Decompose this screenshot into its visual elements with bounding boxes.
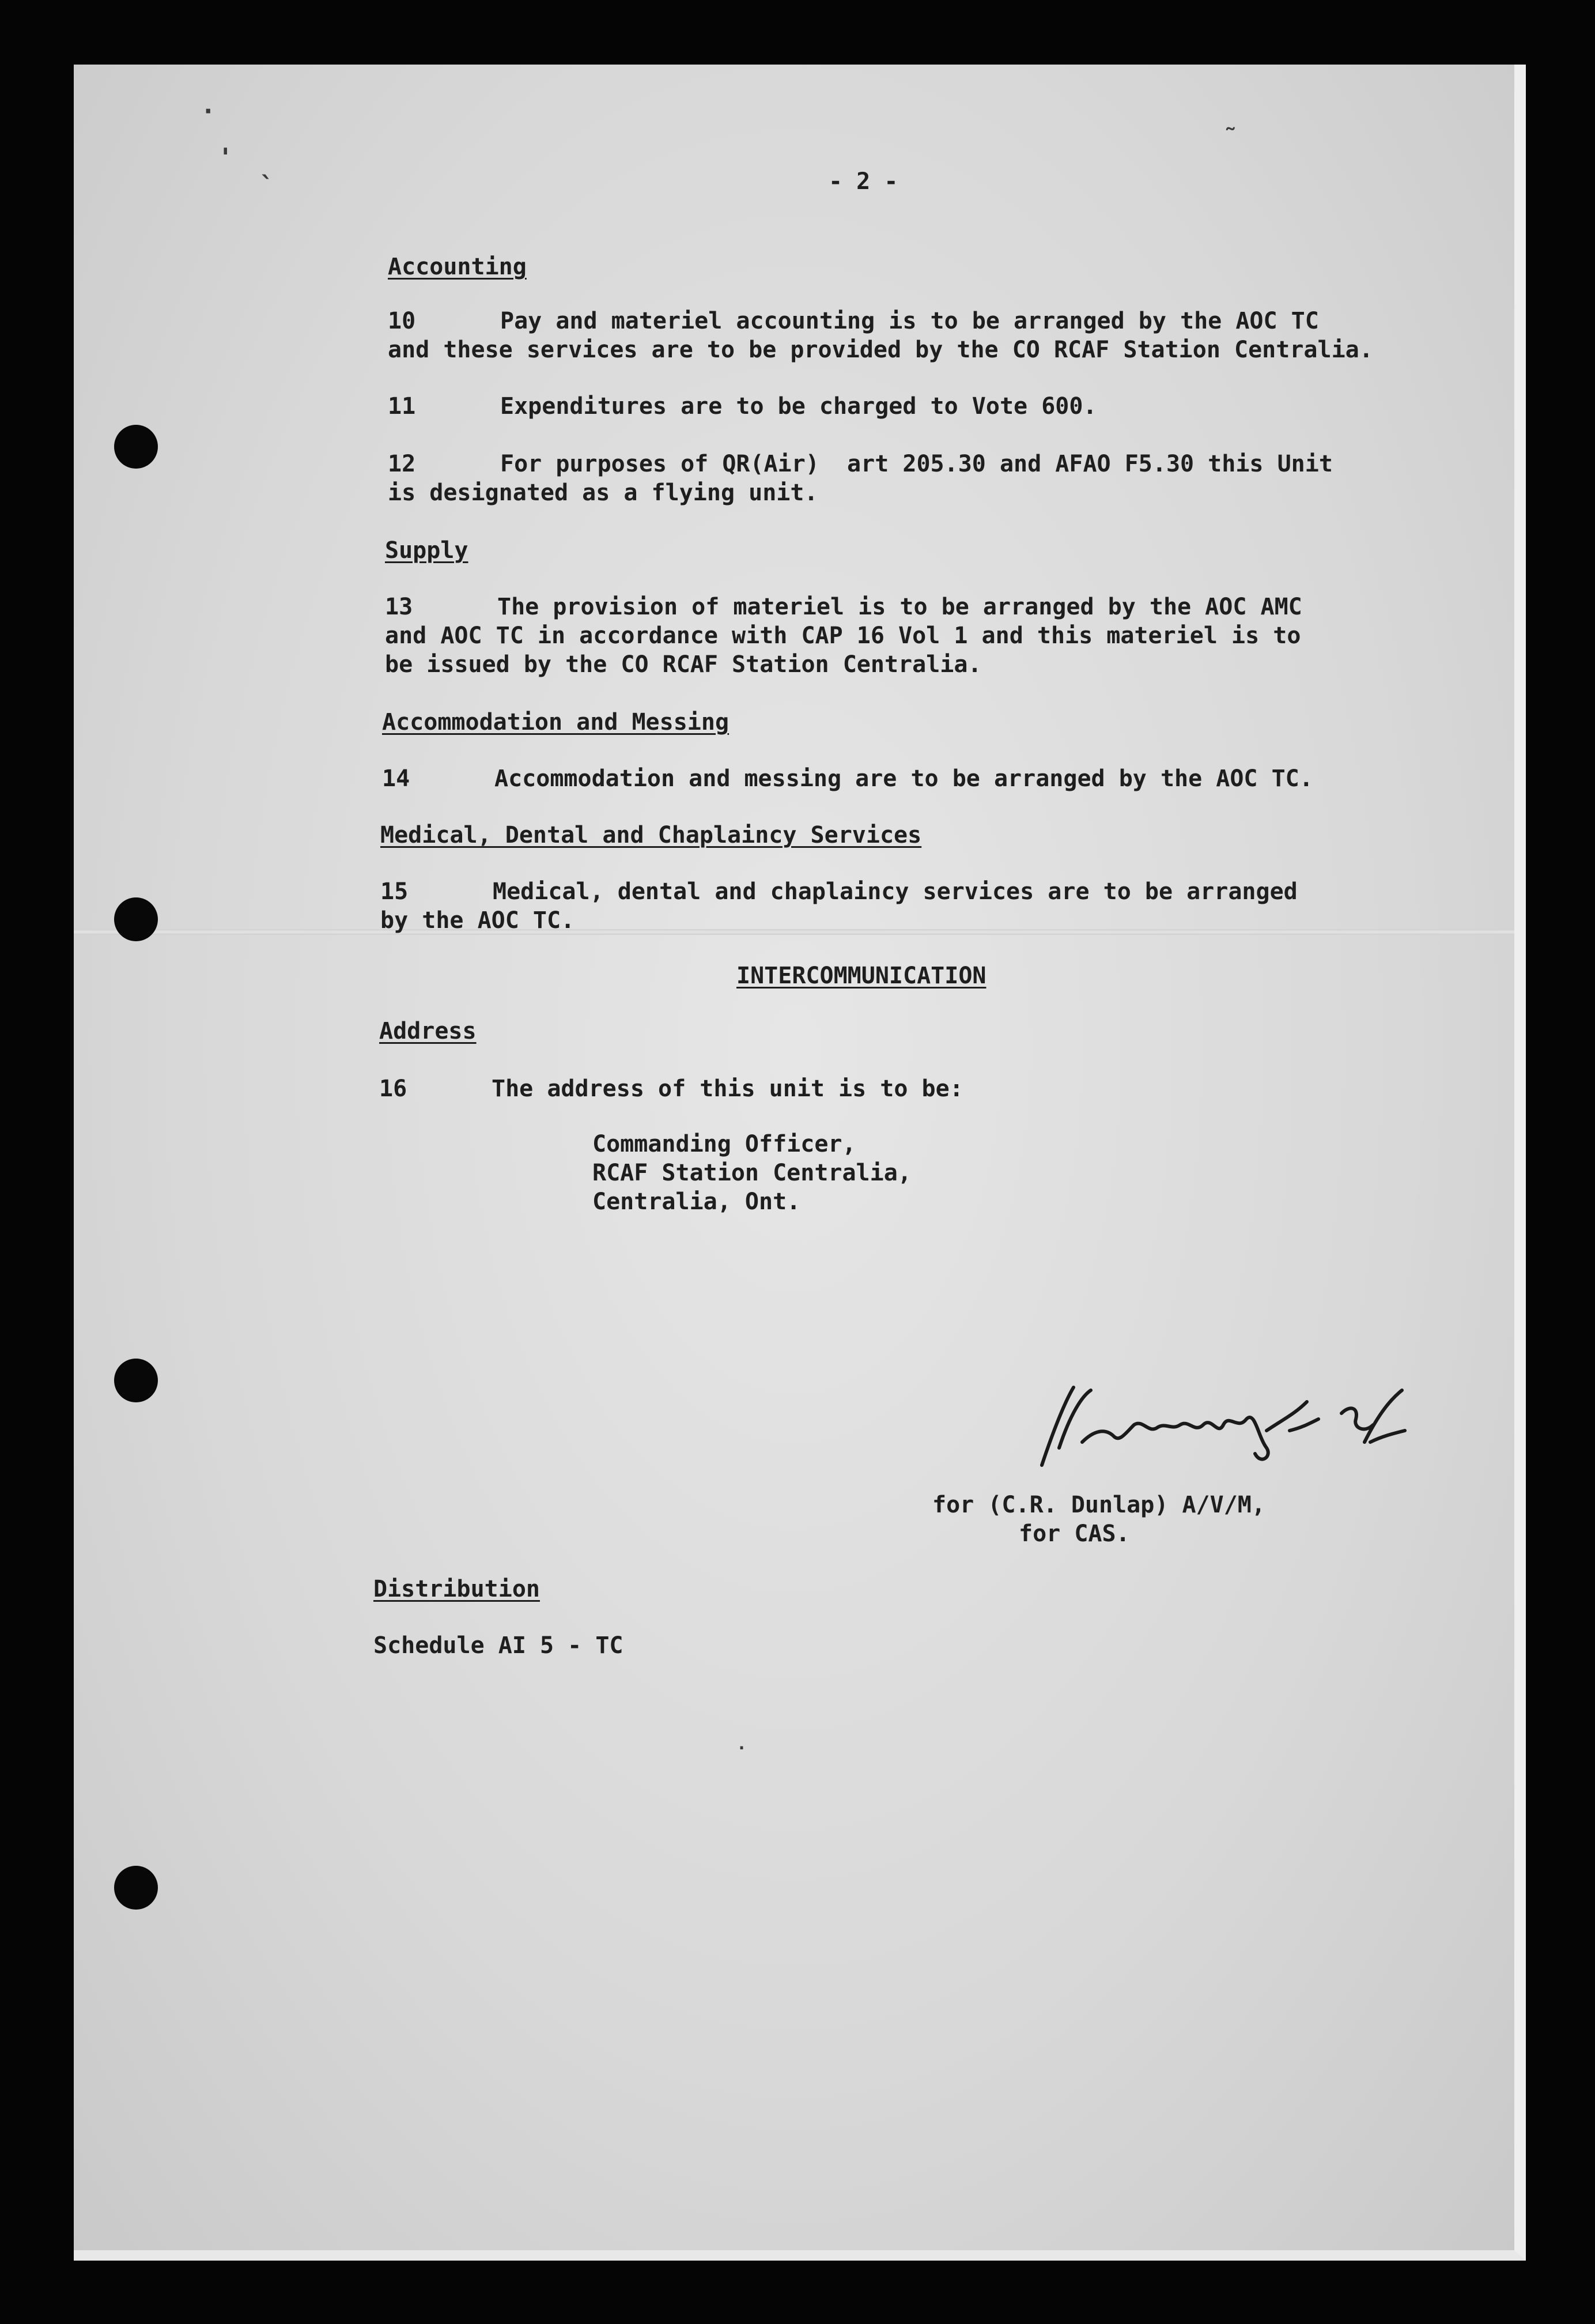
paragraph-line: The provision of materiel is to be arranged by the AOC AMC	[497, 594, 1302, 620]
page-number: - 2 -	[829, 168, 898, 195]
ink-speck: ˷	[1226, 103, 1242, 132]
section-heading-intercommunication: INTERCOMMUNICATION	[736, 963, 987, 989]
paragraph-line: Medical, dental and chaplaincy services are to be arranged	[493, 878, 1298, 905]
paragraph-number: 15	[380, 878, 409, 905]
section-heading-distribution: Distribution	[373, 1576, 540, 1602]
section-heading-accommodation: Accommodation and Messing	[382, 709, 730, 735]
section-heading-address: Address	[379, 1018, 477, 1044]
paragraph-line: The address of this unit is to be:	[492, 1076, 963, 1102]
paragraph-line: and AOC TC in accordance with CAP 16 Vol 1 and this materiel is to	[385, 622, 1301, 649]
paragraph-number: 11	[388, 393, 416, 420]
paragraph-line: For purposes of QR(Air) art 205.30 and AFAO F5.30 this Unit	[500, 451, 1333, 477]
paragraph-line: Expenditures are to be charged to Vote 600.	[500, 393, 1097, 420]
paragraph-number: 12	[388, 451, 416, 477]
ink-speck: ·	[736, 1738, 747, 1759]
distribution-text: Schedule AI 5 - TC	[373, 1632, 623, 1659]
address-line: Centralia, Ont.	[592, 1189, 801, 1215]
ink-speck: '	[218, 143, 233, 172]
paragraph-line: Accommodation and messing are to be arranged by the AOC TC.	[494, 765, 1313, 792]
section-heading-medical: Medical, Dental and Chaplaincy Services	[380, 822, 922, 848]
paragraph-line: be issued by the CO RCAF Station Centralia.	[385, 651, 982, 678]
paragraph-number: 13	[385, 594, 413, 620]
paragraph-line: by the AOC TC.	[380, 907, 575, 934]
ink-speck: ˎ	[258, 149, 274, 178]
handwritten-signature	[1019, 1379, 1422, 1482]
signature-line-2: for CAS.	[1019, 1521, 1130, 1547]
paragraph-line: and these services are to be provided by the CO RCAF Station Centralia.	[388, 337, 1373, 363]
section-heading-accounting: Accounting	[388, 254, 527, 280]
section-heading-supply: Supply	[385, 537, 468, 564]
address-line: RCAF Station Centralia,	[592, 1160, 912, 1186]
punch-hole	[114, 897, 158, 941]
ink-speck: ·	[201, 97, 216, 126]
signature-line-1: for (C.R. Dunlap) A/V/M,	[932, 1492, 1265, 1518]
paragraph-number: 14	[382, 765, 410, 792]
document-page	[74, 65, 1526, 2261]
paragraph-number: 16	[379, 1076, 407, 1102]
punch-hole	[114, 1866, 158, 1910]
punch-hole	[114, 1359, 158, 1402]
punch-hole	[114, 425, 158, 469]
address-line: Commanding Officer,	[592, 1131, 856, 1157]
paragraph-number: 10	[388, 308, 416, 334]
paragraph-line: Pay and materiel accounting is to be arranged by the AOC TC	[500, 308, 1319, 334]
fold-line	[74, 929, 1514, 935]
paragraph-line: is designated as a flying unit.	[388, 480, 818, 506]
